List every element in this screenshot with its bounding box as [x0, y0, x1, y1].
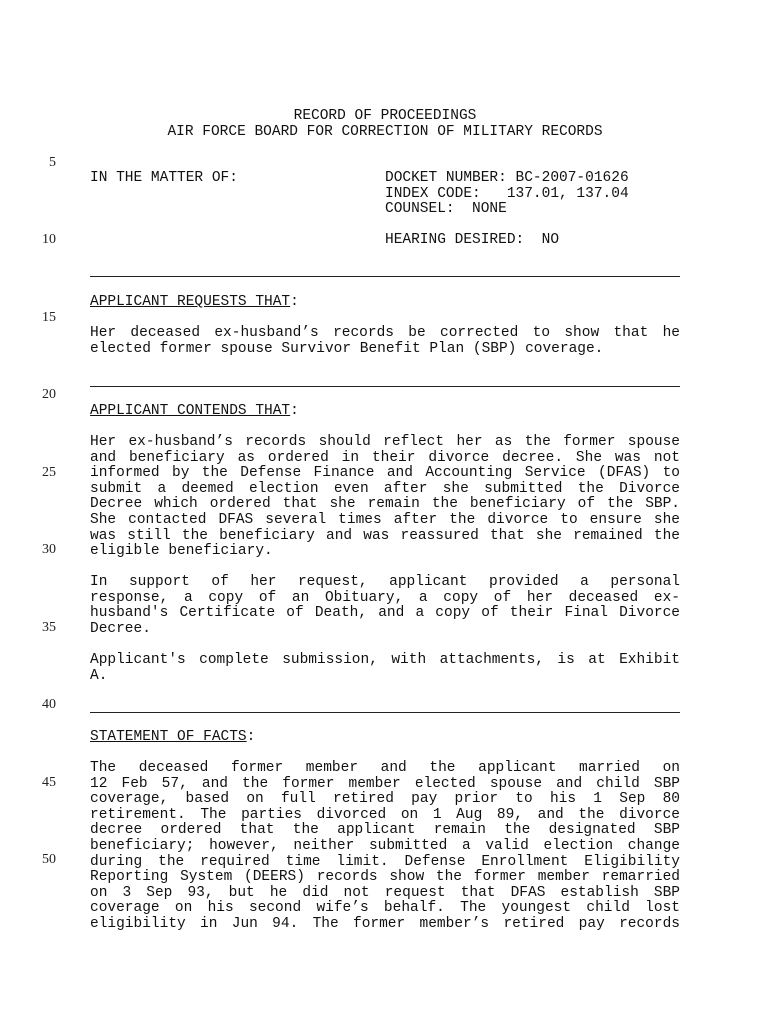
requests-heading-text: APPLICANT REQUESTS THAT: [90, 294, 291, 310]
paragraph-line: during the required time limit. Defense Enrollment Eligibility: [90, 853, 680, 870]
paragraph-line: coverage, based on full retired pay prior to his 1 Sep 80: [90, 791, 680, 808]
paragraph-line: was still the beneficiary and was reassured that she remained the: [90, 527, 680, 544]
section-divider: [90, 276, 680, 277]
section-heading-contends: APPLICANT CONTENDS THAT:: [90, 403, 299, 419]
paragraph-line: Applicant's complete submission, with attachments, is at Exhibit: [90, 652, 680, 668]
paragraph-line: Her deceased ex-husband’s records be corrected to show that he: [90, 325, 680, 341]
section-heading-facts: STATEMENT OF FACTS:: [90, 729, 256, 745]
line-number: 35: [42, 620, 56, 635]
paragraph-line: response, a copy of an Obituary, a copy of her deceased ex-: [90, 589, 680, 606]
line-number: 30: [42, 542, 56, 557]
paragraph-line: The deceased former member and the applicant married on: [90, 760, 680, 776]
section-divider: [90, 386, 680, 387]
paragraph-line: retirement. The parties divorced on 1 Aug 89, and the divorce: [90, 806, 680, 823]
line-number: 50: [42, 852, 56, 867]
paragraph-line: 12 Feb 57, and the former member elected spouse and child SBP: [90, 775, 680, 792]
paragraph-line: elected former spouse Survivor Benefit Plan (SBP) coverage.: [90, 340, 604, 357]
contends-paragraph-3: [90, 653, 680, 684]
paragraph-line: A.: [90, 667, 108, 684]
matter-label: IN THE MATTER OF:: [90, 170, 238, 186]
counsel: COUNSEL: NONE: [385, 201, 507, 217]
facts-paragraph: [90, 761, 680, 933]
paragraph-line: submit a deemed election even after she submitted the Divorce: [90, 480, 680, 497]
document-subtitle: AIR FORCE BOARD FOR CORRECTION OF MILITARY RECORDS: [167, 124, 603, 140]
paragraph-line: In support of her request, applicant provided a personal: [90, 574, 680, 590]
paragraph-line: beneficiary; however, neither submitted a valid election change: [90, 837, 680, 854]
requests-paragraph: [90, 326, 680, 357]
paragraph-line: and beneficiary as ordered in their divorce decree. She was not: [90, 449, 680, 466]
line-number: 5: [49, 155, 56, 170]
line-number: 25: [42, 465, 56, 480]
line-number: 40: [42, 697, 56, 712]
index-code: INDEX CODE: 137.01, 137.04: [385, 186, 629, 202]
paragraph-line: She contacted DFAS several times after the divorce to ensure she: [90, 511, 680, 528]
paragraph-line: on 3 Sep 93, but he did not request that DFAS establish SBP: [90, 884, 680, 901]
line-number: 20: [42, 387, 56, 402]
document-title: RECORD OF PROCEEDINGS: [293, 108, 477, 124]
paragraph-line: husband's Certificate of Death, and a copy of their Final Divorce: [90, 605, 680, 622]
section-divider: [90, 712, 680, 713]
paragraph-line: Reporting System (DEERS) records show the former member remarried: [90, 869, 680, 886]
line-number: 15: [42, 310, 56, 325]
contends-paragraph-1: [90, 435, 680, 560]
contends-paragraph-2: [90, 575, 680, 637]
paragraph-line: Her ex-husband’s records should reflect her as the former spouse: [90, 434, 680, 450]
docket-number: DOCKET NUMBER: BC-2007-01626: [385, 170, 629, 186]
hearing-desired: HEARING DESIRED: NO: [385, 232, 560, 248]
paragraph-line: Decree which ordered that she remain the beneficiary of the SBP.: [90, 496, 680, 513]
paragraph-line: informed by the Defense Finance and Accounting Service (DFAS) to: [90, 465, 680, 482]
section-heading-requests: APPLICANT REQUESTS THAT:: [90, 294, 299, 310]
contends-heading-text: APPLICANT CONTENDS THAT: [90, 403, 291, 419]
paragraph-line: Decree.: [90, 620, 151, 637]
paragraph-line: decree ordered that the applicant remain the designated SBP: [90, 822, 680, 839]
facts-heading-text: STATEMENT OF FACTS: [90, 729, 247, 745]
line-number: 10: [42, 232, 56, 247]
paragraph-line: eligible beneficiary.: [90, 543, 273, 560]
paragraph-line: coverage on his second wife’s behalf. The youngest child lost: [90, 900, 680, 917]
paragraph-line: eligibility in Jun 94. The former member’s retired pay records: [90, 915, 680, 932]
line-number: 45: [42, 775, 56, 790]
